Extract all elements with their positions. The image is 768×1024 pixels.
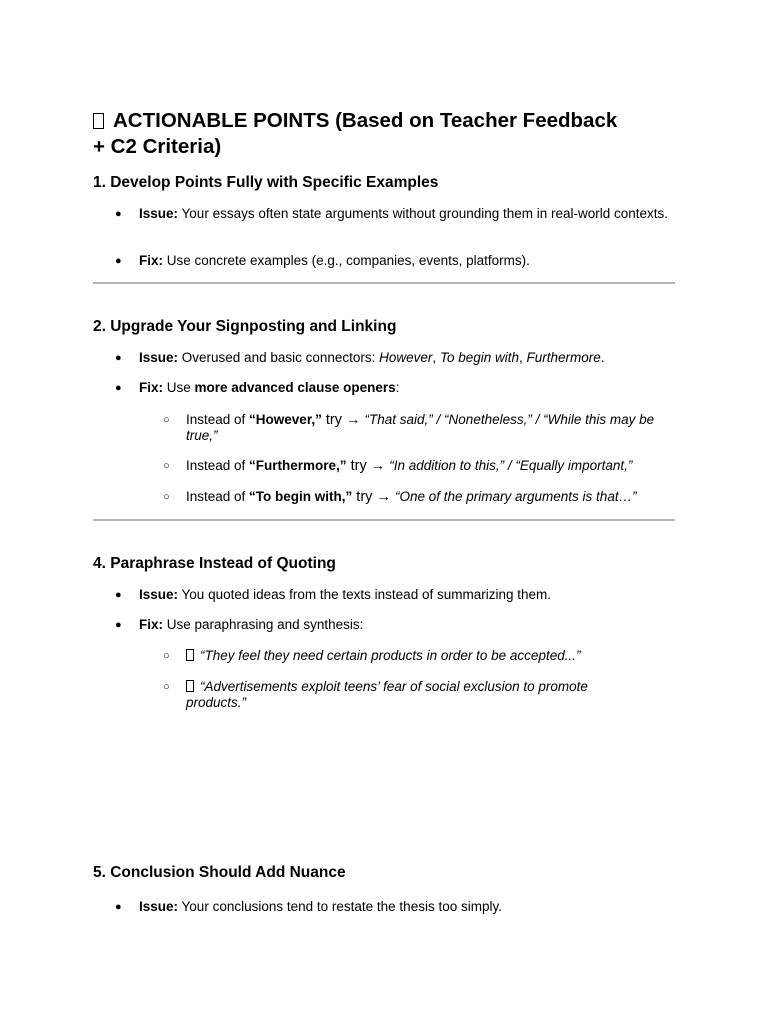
- list-item: [93, 350, 675, 366]
- original-connector: “To begin with,”: [249, 489, 353, 504]
- alternative-connectors: “That said,” / “Nonetheless,” / “While this may be true,”: [186, 412, 655, 443]
- list-item: [93, 206, 675, 222]
- fix-text: Use: [163, 380, 195, 395]
- issue-text: You quoted ideas from the texts instead of summarizing them.: [178, 587, 551, 602]
- connector-alternatives-3: [93, 489, 675, 505]
- sub-list-item: [93, 458, 675, 474]
- section-divider: [93, 519, 675, 521]
- try-arrow: try →: [321, 412, 365, 428]
- missing-glyph-icon: [93, 113, 104, 129]
- instead-of-text: Instead of: [186, 412, 250, 427]
- title-line-1: ACTIONABLE POINTS (Based on Teacher Feedback: [113, 109, 618, 132]
- fix-text: Use paraphrasing and synthesis:: [163, 617, 364, 632]
- bullet-icon: ●: [115, 255, 122, 267]
- sub-bullet-icon: ○: [163, 460, 170, 472]
- example-quote-2: [93, 679, 675, 711]
- connector-however: However: [379, 350, 433, 365]
- fix-label: Fix:: [139, 380, 164, 395]
- sub-bullet-icon: ○: [163, 681, 170, 693]
- sub-bullet-icon: ○: [163, 414, 170, 426]
- sub-bullet-icon: ○: [163, 650, 170, 662]
- sub-list-item: [93, 679, 675, 711]
- alternative-connectors: “One of the primary arguments is that…”: [394, 489, 637, 504]
- missing-glyph-icon: [186, 649, 194, 661]
- sub-list-item: [93, 648, 675, 664]
- section-2-issue-list: [93, 350, 675, 366]
- section-2-heading: 2. Upgrade Your Signposting and Linking: [93, 318, 397, 335]
- issue-label: Issue:: [139, 206, 179, 221]
- list-item: [93, 587, 675, 603]
- original-connector: “Furthermore,”: [249, 458, 347, 473]
- bullet-icon: ●: [115, 208, 122, 220]
- connector-to-begin-with: To begin with: [439, 350, 519, 365]
- connector-alternatives-1: [93, 412, 675, 444]
- fix-label: Fix:: [139, 617, 164, 632]
- list-item: [93, 380, 675, 396]
- instead-of-text: Instead of: [186, 489, 250, 504]
- section-4-heading: 4. Paraphrase Instead of Quoting: [93, 555, 336, 572]
- try-arrow: try →: [346, 458, 390, 474]
- list-item: [93, 617, 675, 633]
- issue-label: Issue:: [139, 350, 179, 365]
- separator: ,: [432, 350, 440, 365]
- sub-list-item: [93, 489, 675, 505]
- fix-emphasis: more advanced clause openers: [194, 380, 396, 395]
- punctuation: :: [395, 380, 400, 395]
- section-4-issue-list: [93, 587, 675, 603]
- section-divider: [93, 282, 675, 284]
- section-1-heading: 1. Develop Points Fully with Specific Examples: [93, 174, 439, 191]
- bullet-icon: ●: [115, 589, 122, 601]
- issue-text: Overused and basic connectors:: [178, 350, 380, 365]
- alternative-connectors: “In addition to this,” / “Equally important,”: [389, 458, 633, 473]
- section-4-fix-list: [93, 617, 675, 633]
- list-item: [93, 899, 675, 915]
- separator: ,: [519, 350, 527, 365]
- issue-label: Issue:: [139, 587, 179, 602]
- fix-text: Use concrete examples (e.g., companies, events, platforms).: [163, 253, 530, 268]
- sub-list-item: [93, 412, 675, 444]
- punctuation: .: [600, 350, 605, 365]
- bullet-icon: ●: [115, 352, 122, 364]
- quote-text: “They feel they need certain products in order to be accepted...”: [200, 648, 581, 663]
- section-5-issue-list: [93, 899, 675, 915]
- title-line-2: + C2 Criteria): [93, 135, 222, 158]
- bullet-icon: ●: [115, 901, 122, 913]
- missing-glyph-icon: [186, 680, 194, 692]
- example-quote-1: [93, 648, 675, 664]
- section-5-heading: 5. Conclusion Should Add Nuance: [93, 864, 346, 881]
- section-1-fix-list: [93, 253, 675, 269]
- bullet-icon: ●: [115, 382, 122, 394]
- original-connector: “However,”: [249, 412, 322, 427]
- connector-furthermore: Furthermore: [526, 350, 601, 365]
- issue-text: Your essays often state arguments without grounding them in real-world contexts.: [178, 206, 669, 221]
- fix-label: Fix:: [139, 253, 164, 268]
- issue-text: Your conclusions tend to restate the thesis too simply.: [178, 899, 502, 914]
- list-item: [93, 253, 675, 269]
- section-1-list: [93, 206, 675, 222]
- document-title: [93, 108, 693, 160]
- quote-text: “Advertisements exploit teens’ fear of social exclusion to promote products.”: [186, 679, 588, 710]
- issue-label: Issue:: [139, 899, 179, 914]
- bullet-icon: ●: [115, 619, 122, 631]
- sub-bullet-icon: ○: [163, 491, 170, 503]
- connector-alternatives-2: [93, 458, 675, 474]
- section-2-fix-list: [93, 380, 675, 396]
- try-arrow: try →: [352, 489, 395, 505]
- instead-of-text: Instead of: [186, 458, 250, 473]
